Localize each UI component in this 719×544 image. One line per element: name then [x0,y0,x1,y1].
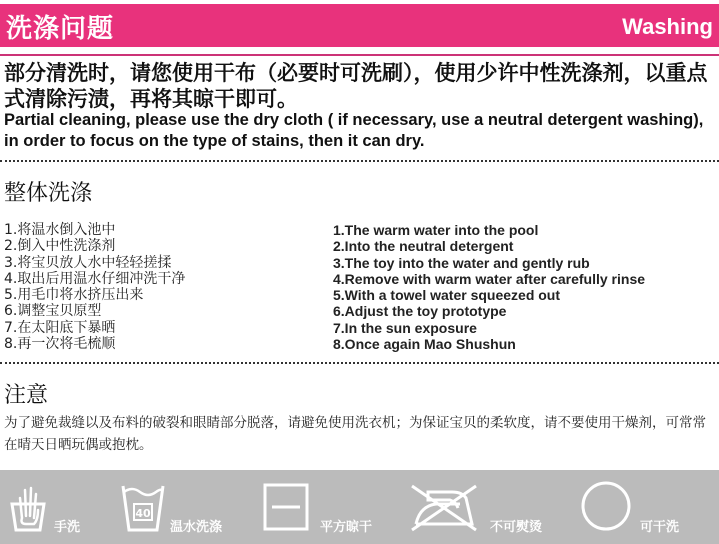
do-not-iron-icon [406,478,482,536]
step-cn: 4.取出后用温水仔细冲洗干净 [4,270,186,287]
step-en: 2.Into the neutral detergent [333,238,514,255]
divider [0,54,719,56]
step-en: 7.In the sun exposure [333,319,477,336]
step-cn: 5.用毛巾将水挤压出来 [4,287,144,304]
step-cn: 3.将宝贝放人水中轻轻搓揉 [4,254,172,271]
hand-wash-label: 手洗 [54,520,81,535]
dry-clean-icon [578,480,634,536]
step-en: 3.The toy into the water and gently rub [333,254,590,271]
step-cn: 8.再一次将毛梳顺 [4,336,116,353]
warm-wash-label: 温水洗涤 [170,520,223,535]
overall-wash-title: 整体洗涤 [4,181,93,206]
dotted-divider [0,160,719,162]
care-icon-bar [0,470,719,544]
notice-title: 注意 [4,383,49,408]
step-en: 5.With a towel water squeezed out [333,287,561,304]
step-cn: 6.调整宝贝原型 [4,303,102,320]
header-bar [0,0,719,47]
do-not-iron-label: 不可熨烫 [490,520,543,535]
header-title-en: Washing [622,14,713,39]
steps-list-en [333,222,645,352]
step-en: 1.The warm water into the pool [333,222,539,238]
step-cn: 7.在太阳底下暴晒 [4,319,116,336]
header-title-cn: 洗涤问题 [6,14,115,44]
dry-clean-label: 可干洗 [640,520,680,535]
steps-list-cn [4,222,185,352]
step-en: 4.Remove with warm water after carefully rinse [333,270,646,287]
step-en: 6.Adjust the toy prototype [333,303,507,320]
notice-text: 为了避免裁缝以及布料的破裂和眼睛部分脱落，请避免使用洗衣机；为保证宝贝的柔软度，请不要使用干燥剂，可常常在晴天日晒玩偶或抱枕。 [4,415,706,453]
step-en: 8.Once again Mao Shushun [333,336,516,353]
step-cn: 2.倒入中性洗涤剂 [4,238,116,255]
wash-temp-value: 40 [135,507,151,520]
intro-text-en: Partial cleaning, please use the dry cloth ( if necessary, use a neutral detergent washing), in order to focus on the type of stains, then it can dry. [4,111,704,150]
intro-text-cn: 部分清洗时，请您使用干布（必要时可洗刷），使用少许中性洗涤剂，以重点式清除污渍，再将其晾干即可。 [4,61,708,111]
hand-wash-icon [6,478,50,536]
step-cn: 1.将温水倒入池中 [4,222,116,238]
warm-wash-40-icon [120,478,166,536]
dotted-divider [0,362,719,364]
dry-flat-label: 平方晾干 [320,520,373,535]
dry-flat-icon [262,482,310,536]
